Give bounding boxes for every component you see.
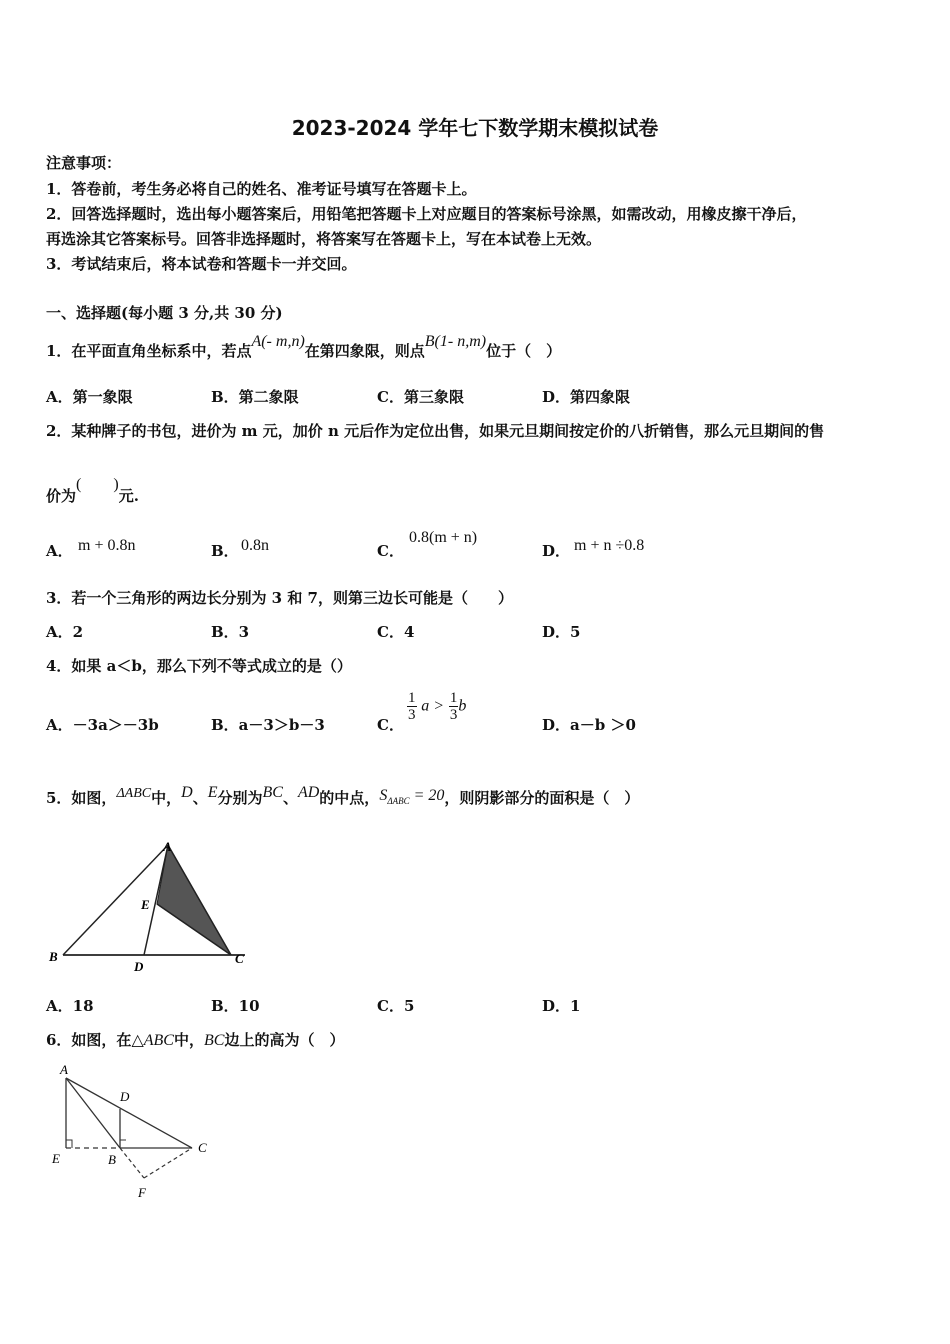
label-c: C [198,1140,207,1155]
q3-option-c: C．4 [377,623,415,641]
q6-text-1: 6．如图，在 [46,1031,132,1049]
question-3-stem: 3．若一个三角形的两边长分别为 3 和 7，则第三边长可能是（ ） [46,589,513,607]
q5-segment-bc: BC [262,784,283,801]
notice-item-2b: 再选涂其它答案标号。回答非选择题时，将答案写在答题卡上，写在本试卷上无效。 [46,230,602,248]
q3-option-d: D．5 [542,623,581,641]
q4-option-b: B．a－3＞b－3 [211,716,325,734]
q4-inequality: a > [421,697,445,715]
q2-option-b-label: B． [211,542,239,560]
q1-point-a: A(- m,n) [251,333,305,350]
q1-point-b: B(1- n,m) [424,333,487,350]
q2-text-b: 元. [118,487,139,505]
q1-option-d: D．第四象限 [542,388,631,406]
q1-option-c: C．第三象限 [377,388,464,406]
q1-option-a: A．第一象限 [46,388,133,406]
q5-option-d: D．1 [542,997,581,1015]
q2-option-c-expr: 0.8(m + n) [409,529,478,546]
label-b: B [49,949,58,964]
label-f: F [138,1185,146,1200]
q5-point-e: E [207,784,218,801]
question-5-stem [46,784,640,809]
label-d: D [134,959,144,974]
question-2-stem: 2．某种牌子的书包，进价为 m 元，加价 n 元后作为定位出售，如果元旦期间按定价的八折销售，那么元旦期间的售 [46,422,825,440]
q2-blank: ( ) [76,476,119,493]
notice-heading: 注意事项： [46,154,122,172]
page-title: 2023-2024 学年七下数学期末模拟试卷 [291,116,659,140]
q1-text-3: 位于（ ） [486,342,562,360]
label-a: A [163,839,172,854]
label-e: E [52,1151,60,1166]
label-c: C [235,951,244,966]
q5-text-5: ，则阴影部分的面积是（ ） [444,789,640,807]
segment-ab [66,1078,120,1148]
q5-option-a: A．18 [46,997,94,1015]
question-4-stem: 4．如果 a＜b，那么下列不等式成立的是（） [46,657,352,675]
notice-item-2a: 2．回答选择题时，选出每小题答案后，用铅笔把答题卡上对应题目的答案标号涂黑，如需改动，用橡皮擦干净后， [46,205,807,223]
q4-fraction-1: $\frac{1}{3}$ [408,690,416,723]
q1-text-2: 在第四象限，则点 [304,342,425,360]
q2-option-c-label: C． [377,542,404,560]
section-heading: 一、选择题(每小题 3 分,共 30 分) [46,304,283,322]
label-e: E [141,897,150,912]
q5-triangle: ΔABC [116,786,152,801]
q5-text-2: 中， [151,789,182,807]
label-b: B [108,1152,116,1167]
q5-text-3: 分别为 [217,789,263,807]
q4-option-c-expr [407,690,466,723]
q5-text-1: 5．如图， [46,789,117,807]
q3-option-b: B．3 [211,623,250,641]
q3-option-a: A．2 [46,623,84,641]
q4-option-a: A．－3a＞－3b [46,716,159,734]
q5-option-c: C．5 [377,997,415,1015]
q5-figure [40,835,260,975]
q4-variable-b: b [458,697,467,715]
question-6-stem [46,1029,344,1050]
segment-ab [63,845,168,955]
q5-point-d: D [181,784,193,801]
q2-option-a-expr: m + 0.8n [78,537,136,554]
q5-text-4: 的中点， [319,789,380,807]
q5-sep: 、 [192,789,208,807]
segment-fc-dashed [144,1148,192,1178]
segment-bf-dashed [120,1148,144,1178]
q6-segment-bc: BC [204,1032,225,1049]
q2-option-d-expr: m + n ÷0.8 [574,537,645,554]
q4-option-c-label: C． [377,716,404,734]
q6-text-2: 中， [173,1031,204,1049]
q6-figure [40,1060,230,1210]
q1-option-b: B．第二象限 [211,388,299,406]
q5-sep-2: 、 [282,789,298,807]
question-1-stem [46,333,562,361]
notice-item-1: 1．答卷前，考生务必将自己的姓名、准考证号填写在答题卡上。 [46,180,477,198]
q2-text-a: 价为 [46,487,77,505]
shaded-triangle [157,845,231,955]
q4-fraction-2: $\frac{1}{3}$ [449,690,458,723]
q5-area: $S_{\Delta ABC} = 20$ [379,787,445,807]
question-2-stem-cont [46,476,139,506]
q2-option-b-expr: 0.8n [241,537,269,554]
q5-segment-ad: AD [297,784,320,801]
q6-text-3: 边上的高为（ ） [224,1031,345,1049]
q2-option-d-label: D． [542,542,571,560]
q5-option-b: B．10 [211,997,260,1015]
q1-text-1: 1．在平面直角坐标系中，若点 [46,342,252,360]
q2-option-a-label: A． [46,542,73,560]
right-angle-e [66,1140,72,1148]
notice-item-3: 3．考试结束后，将本试卷和答题卡一并交回。 [46,255,357,273]
label-a: A [60,1062,68,1077]
label-d: D [120,1089,130,1104]
q6-triangle: △ABC [131,1032,174,1049]
q4-option-d: D．a－b ＞0 [542,716,636,734]
